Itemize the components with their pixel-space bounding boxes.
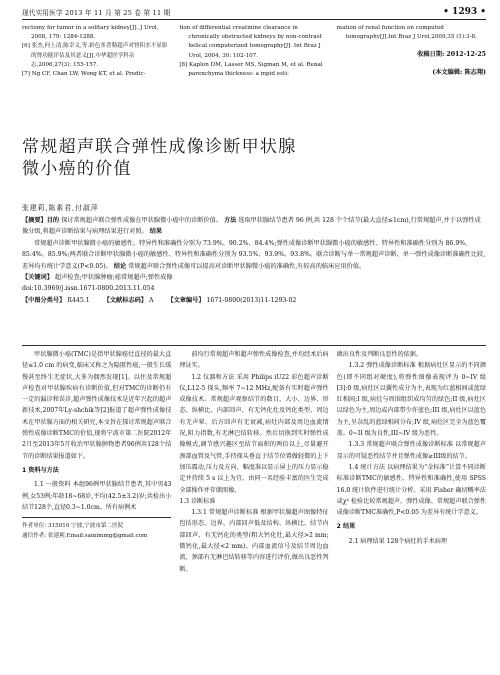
article-no: 1671-0800(2013)11-1293-02 — [206, 296, 297, 304]
journal-info: 现代实用医学 2013 年 11 月 第 25 卷 第 11 期 — [22, 9, 171, 17]
reference-list — [22, 24, 486, 108]
author-footnote — [22, 517, 171, 541]
keywords-line — [22, 272, 486, 283]
body-column-3 — [337, 349, 486, 667]
objective-label: 目的 — [46, 217, 60, 224]
statistics-paragraph: 1.4 统计方法 以病理结果为“金标准”计算不同诊断标准诊断TMC的敏感性、特异性和准确性,使用 SPSS 16.0 统计软件进行统计分析。采用 Fisher 确切概率法或χ² 检验比较常规超声、弹性成像、常规超声联合弹性成像诊断TMC准确性,P<0.05 为差异有统计学意义。 — [336, 463, 486, 517]
body-column-2 — [179, 349, 328, 667]
references-column-3 — [337, 24, 486, 108]
references-column-2 — [179, 24, 328, 108]
doc-code-label: 【文献标志码】 — [103, 296, 147, 304]
reference-item: rectomy for tumor in a solitary kidney[J]. J Urol, 2008, 179: 1284-1288. — [22, 25, 159, 41]
results-label: 结果 — [149, 228, 163, 236]
reference-item: [8] Kaplon DM, Lasser MS, Sigman M, et al. Renal parenchyma thickness: a mpid esti- — [179, 61, 323, 78]
article-title — [22, 136, 486, 180]
pathology-paragraph: 2.1 病理结果 128个病灶的手术病理 — [348, 537, 447, 545]
clc-label: 【中图分类号】 — [22, 296, 66, 304]
page-number: • 1293 • — [443, 7, 486, 17]
reference-item: [7] Ng CF, Chan LW, Wong KT, et al. Predic- — [22, 71, 146, 78]
clc-code: R445.1 — [67, 296, 90, 304]
classification-line — [22, 295, 486, 306]
section-heading: 2 结果 — [336, 523, 356, 531]
references-column-1 — [22, 24, 171, 108]
ultrasound-criteria-paragraph: 1.3.1 常规超声诊断标准 根据甲状腺超声图像特征包括形态、边界、内部回声低及结构、纵横比、结节内部回声、有无钙化的类型(粗大钙化灶,最大径>2 mm;微钙化,最大径<2 mm)、内部血流信号及结节周边血流、颈部有无淋巴结转移等内容进行评价,做出良恶性判断。 — [179, 509, 329, 573]
doc-code: A — [148, 296, 154, 304]
reference-item: tion of differential creatinine clearance in chronically obstructed kidneys by non-contrast helical computerized tomography[J]. Int Braz J Urol, 2004, 30: 102-107. — [179, 25, 322, 59]
article-no-label: 【文章编号】 — [167, 296, 205, 304]
intro-paragraph: 甲状腺微小癌(TMC)是指甲状腺癌灶直径的最大直径≤1.0 cm 的病变,临床又称之为隐匿性癌,一般生长缓慢甚至终生无症状,大多为偶然发现[1]。以往及常规超声检查对甲状腺疾病有诊断价值,但对TMC的诊断仍有一定的漏诊和误诊,超声弹性成像技术是近年兴起的超声新技术,2007年Ly-shchik等[2]报道了超声弹性成像技术在甲状腺方面的相关研究,本文旨在探讨常规超声联合弹性成像诊断TMC的价值,现将宁波市第二医院2012年2月至2013年5月收治甲状腺肿物患者96例共128个结节的诊断结果报道如下。 — [22, 351, 172, 460]
received-date: 收稿日期: 2012-12-25 — [417, 51, 486, 59]
abstract-objective-methods — [22, 215, 486, 238]
section-divider — [22, 345, 486, 346]
title-line-2: 微小癌的价值 — [22, 159, 132, 179]
conclusion-text: 常规超声联合弹性成像可以提高对诊断甲状腺微小癌的准确性,有较高的临床应用价值。 — [128, 262, 366, 270]
results-text: 常规超声诊断甲状腺微小癌的敏感性、特异性和准确性分别为 73.9%、90.2%、84.4%;弹性成像诊断甲状腺微小癌的敏感性、特异性和准确性分别为 86.9%、85.4%、85.9%;两者联合诊断甲状腺微小癌的敏感性、特异性和准确性分别为 93.5%、93.9%、93.8%。联合诊断与单一常规超声诊断、单一弹性成像诊断准确性比较,差异均有统计学意义(P<0.05)。 — [22, 239, 486, 270]
general-data-paragraph: 1.1 一般资料 本组96例甲状腺结节患者,其中男43例,女53例;年龄18~68岁,平均(42.5±3.2)岁;共检出小结节128个,直径0.3~1.0cm。所有病例术 — [22, 481, 172, 511]
keywords-label: 【关键词】 — [22, 274, 53, 282]
body-paragraph: 前均行常规超声和超声弹性成像检查,并均经术后病理证实。 — [179, 351, 329, 370]
doi-line: doi:10.3969/j.issn.1671-0800.2013.11.054 — [22, 285, 155, 293]
keywords-text: 超声检查;甲状腺肿瘤;癌常规超声;弹性成像 — [54, 274, 173, 282]
objective-text: 探讨常规超声联合弹性成像在甲状腺微小癌中的诊断价值。 — [61, 217, 222, 224]
body-column-1 — [22, 349, 171, 667]
title-line-1: 常规超声联合弹性成像诊断甲状腺 — [22, 137, 297, 157]
methods-label: 方法 — [223, 217, 237, 224]
combined-criteria-paragraph: 1.3.3 常规超声联合弹性成像诊断标准 以常规超声显示的可疑恶性结节并且弹性成像≥III级的结节。 — [336, 441, 486, 460]
reference-item: [6] 张杰,何上清,陈幸义,等.彩色多普勒超声对肾积水不显影的肾功能评估及其意义[J].中华超医学科杂志,2006,27(3): 155-157. — [22, 43, 168, 68]
author-affiliation: 作者单位: 315010 宁波,宁波市第二医院 — [22, 523, 124, 530]
elastography-criteria-paragraph: 1.3.2 弹性成像诊断标准 根据病灶区显示的不同颜色(即不同组对硬度),将弹性图像表现评为 0~IV 级[3]:0 级,病灶区以囊性成分为主,表现为红蓝相间或蓝绿红相间;I 级,病灶与周围组织成均匀的绿色;II 级,病灶区以绿色为主,周边或内部带少许蓝色;III 级,病灶区以蓝色为主,呈杂乱的蓝绿相间分布;IV 级,病灶区完全为蓝色覆盖。0~II 级为良性,III~IV 级为恶性。 — [336, 362, 486, 438]
methods-text: 选取甲状腺结节患者 96 例,共 128 个个结节(最大直径≤1cm),行常规超声,并于以弹性成像分级,将超声诊断结果与病理结果进行对照。 — [22, 217, 481, 236]
title-block — [22, 136, 486, 212]
abstract-results — [22, 238, 486, 272]
conclusion-label: 结论 — [113, 262, 127, 270]
section-heading: 1 资料与方法 — [22, 466, 59, 474]
abstract-label: 【摘要】 — [22, 217, 47, 224]
instrument-method-paragraph: 1.2 仪器和方法 采用 Philips iU22 彩色超声诊断仪,L12-5 探头,频率 7~12 MHz,配备有实时超声弹性成像技术。常规超声观察结节的数目、大小、边界、形态、纵横比、内部回声、有无钙化灶及钙化类型、周边有无声晕、后方回声有无衰减,病灶内部及周边血流情况,阻力指数,有无淋巴结转移。然后切换到实时弹性成像模式,调节感兴趣区至结节面积的两倍以上,尽量避开颈部血管及气管,手持探头垂直于结节位置做轻微的上下加压震动,压力及方向、幅度准以显示屏上的压力显示稳定并持续 5 s 以上为宜。由同一名经验丰富的医生完成全部操作并存储图像。 — [179, 373, 329, 494]
abstract — [22, 215, 486, 306]
running-head — [22, 4, 486, 20]
body-paragraph: 做出良性及判断良恶性的依据。 — [336, 351, 422, 358]
author-list: 张建莉,陈素君,付淑萍 — [22, 204, 99, 212]
subsection-heading: 1.3 诊断标准 — [179, 497, 216, 505]
editor-note: (本文编辑: 陈志翔) — [432, 68, 486, 76]
reference-item: mation of renal function on computed tomography[J].Int Braz J Urol,2009,35 (1):3-8. — [336, 25, 477, 41]
article-body — [22, 349, 486, 667]
corresponding-author: 通信作者: 张建莉,Email:sainimmg@gmail.com — [22, 533, 148, 540]
